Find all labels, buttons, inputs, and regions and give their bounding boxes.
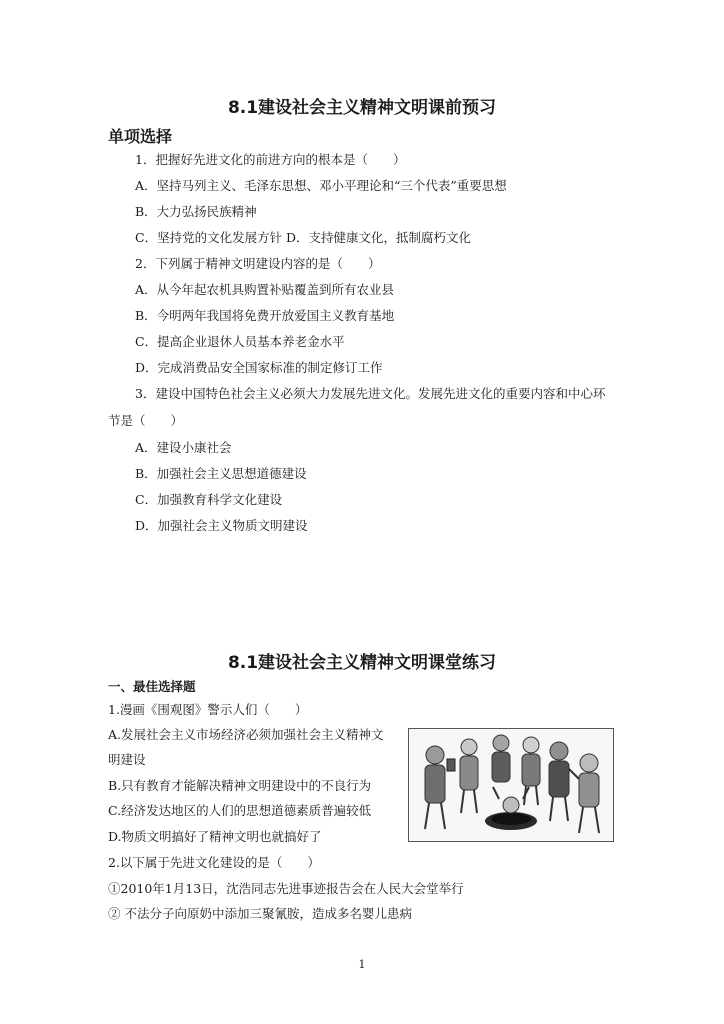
crowd-around-manhole-cartoon-icon bbox=[408, 728, 614, 842]
q3-option-b: B．加强社会主义思想道德建设 bbox=[135, 466, 307, 481]
p2-q2-item-2: ② 不法分子向原奶中添加三聚氰胺，造成多名婴儿患病 bbox=[108, 906, 412, 921]
q2-option-c: C．提高企业退休人员基本养老金水平 bbox=[135, 334, 345, 349]
part1-section-heading: 单项选择 bbox=[108, 127, 173, 146]
q1-option-a: A．坚持马列主义、毛泽东思想、邓小平理论和“三个代表”重要思想 bbox=[135, 178, 507, 193]
q1-option-b: B．大力弘扬民族精神 bbox=[135, 204, 257, 219]
p2-q2-stem: 2.以下属于先进文化建设的是（ ） bbox=[108, 855, 320, 870]
q3-option-a: A．建设小康社会 bbox=[135, 440, 232, 455]
q2-option-b: B．今明两年我国将免费开放爱国主义教育基地 bbox=[135, 308, 395, 323]
q2-stem: 2．下列属于精神文明建设内容的是（ ） bbox=[135, 256, 381, 271]
q1-stem: 1．把握好先进文化的前进方向的根本是（ ） bbox=[135, 152, 406, 167]
p2-q1-option-b: B.只有教育才能解决精神文明建设中的不良行为 bbox=[108, 778, 372, 793]
part1-title: 8.1建设社会主义精神文明课前预习 bbox=[227, 98, 497, 118]
p2-q1-option-a: A.发展社会主义市场经济必须加强社会主义精神文 bbox=[108, 727, 384, 742]
q1-option-cd: C．坚持党的文化发展方针 D．支持健康文化，抵制腐朽文化 bbox=[135, 230, 472, 245]
page-number: 1 bbox=[358, 958, 366, 971]
p2-q1-stem: 1.漫画《围观图》警示人们（ ） bbox=[108, 702, 308, 717]
p2-q1-option-a-continued: 明建设 bbox=[108, 752, 146, 767]
q3-stem: 3．建设中国特色社会主义必须大力发展先进文化。发展先进文化的重要内容和中心环 bbox=[135, 386, 606, 401]
p2-q1-option-c: C.经济发达地区的人们的思想道德素质普遍较低 bbox=[108, 803, 372, 818]
part2-section-heading: 一、最佳选择题 bbox=[108, 679, 196, 694]
p2-q2-item-1: ①2010年1月13日，沈浩同志先进事迹报告会在人民大会堂举行 bbox=[108, 881, 464, 896]
part2-title: 8.1建设社会主义精神文明课堂练习 bbox=[227, 653, 497, 673]
q3-option-c: C．加强教育科学文化建设 bbox=[135, 492, 283, 507]
q2-option-d: D．完成消费品安全国家标准的制定修订工作 bbox=[135, 360, 383, 375]
q3-stem-continued: 节是（ ） bbox=[108, 413, 184, 428]
q3-option-d: D．加强社会主义物质文明建设 bbox=[135, 518, 308, 533]
p2-q1-option-d: D.物质文明搞好了精神文明也就搞好了 bbox=[108, 829, 322, 844]
q2-option-a: A．从今年起农机具购置补贴覆盖到所有农业县 bbox=[135, 282, 395, 297]
